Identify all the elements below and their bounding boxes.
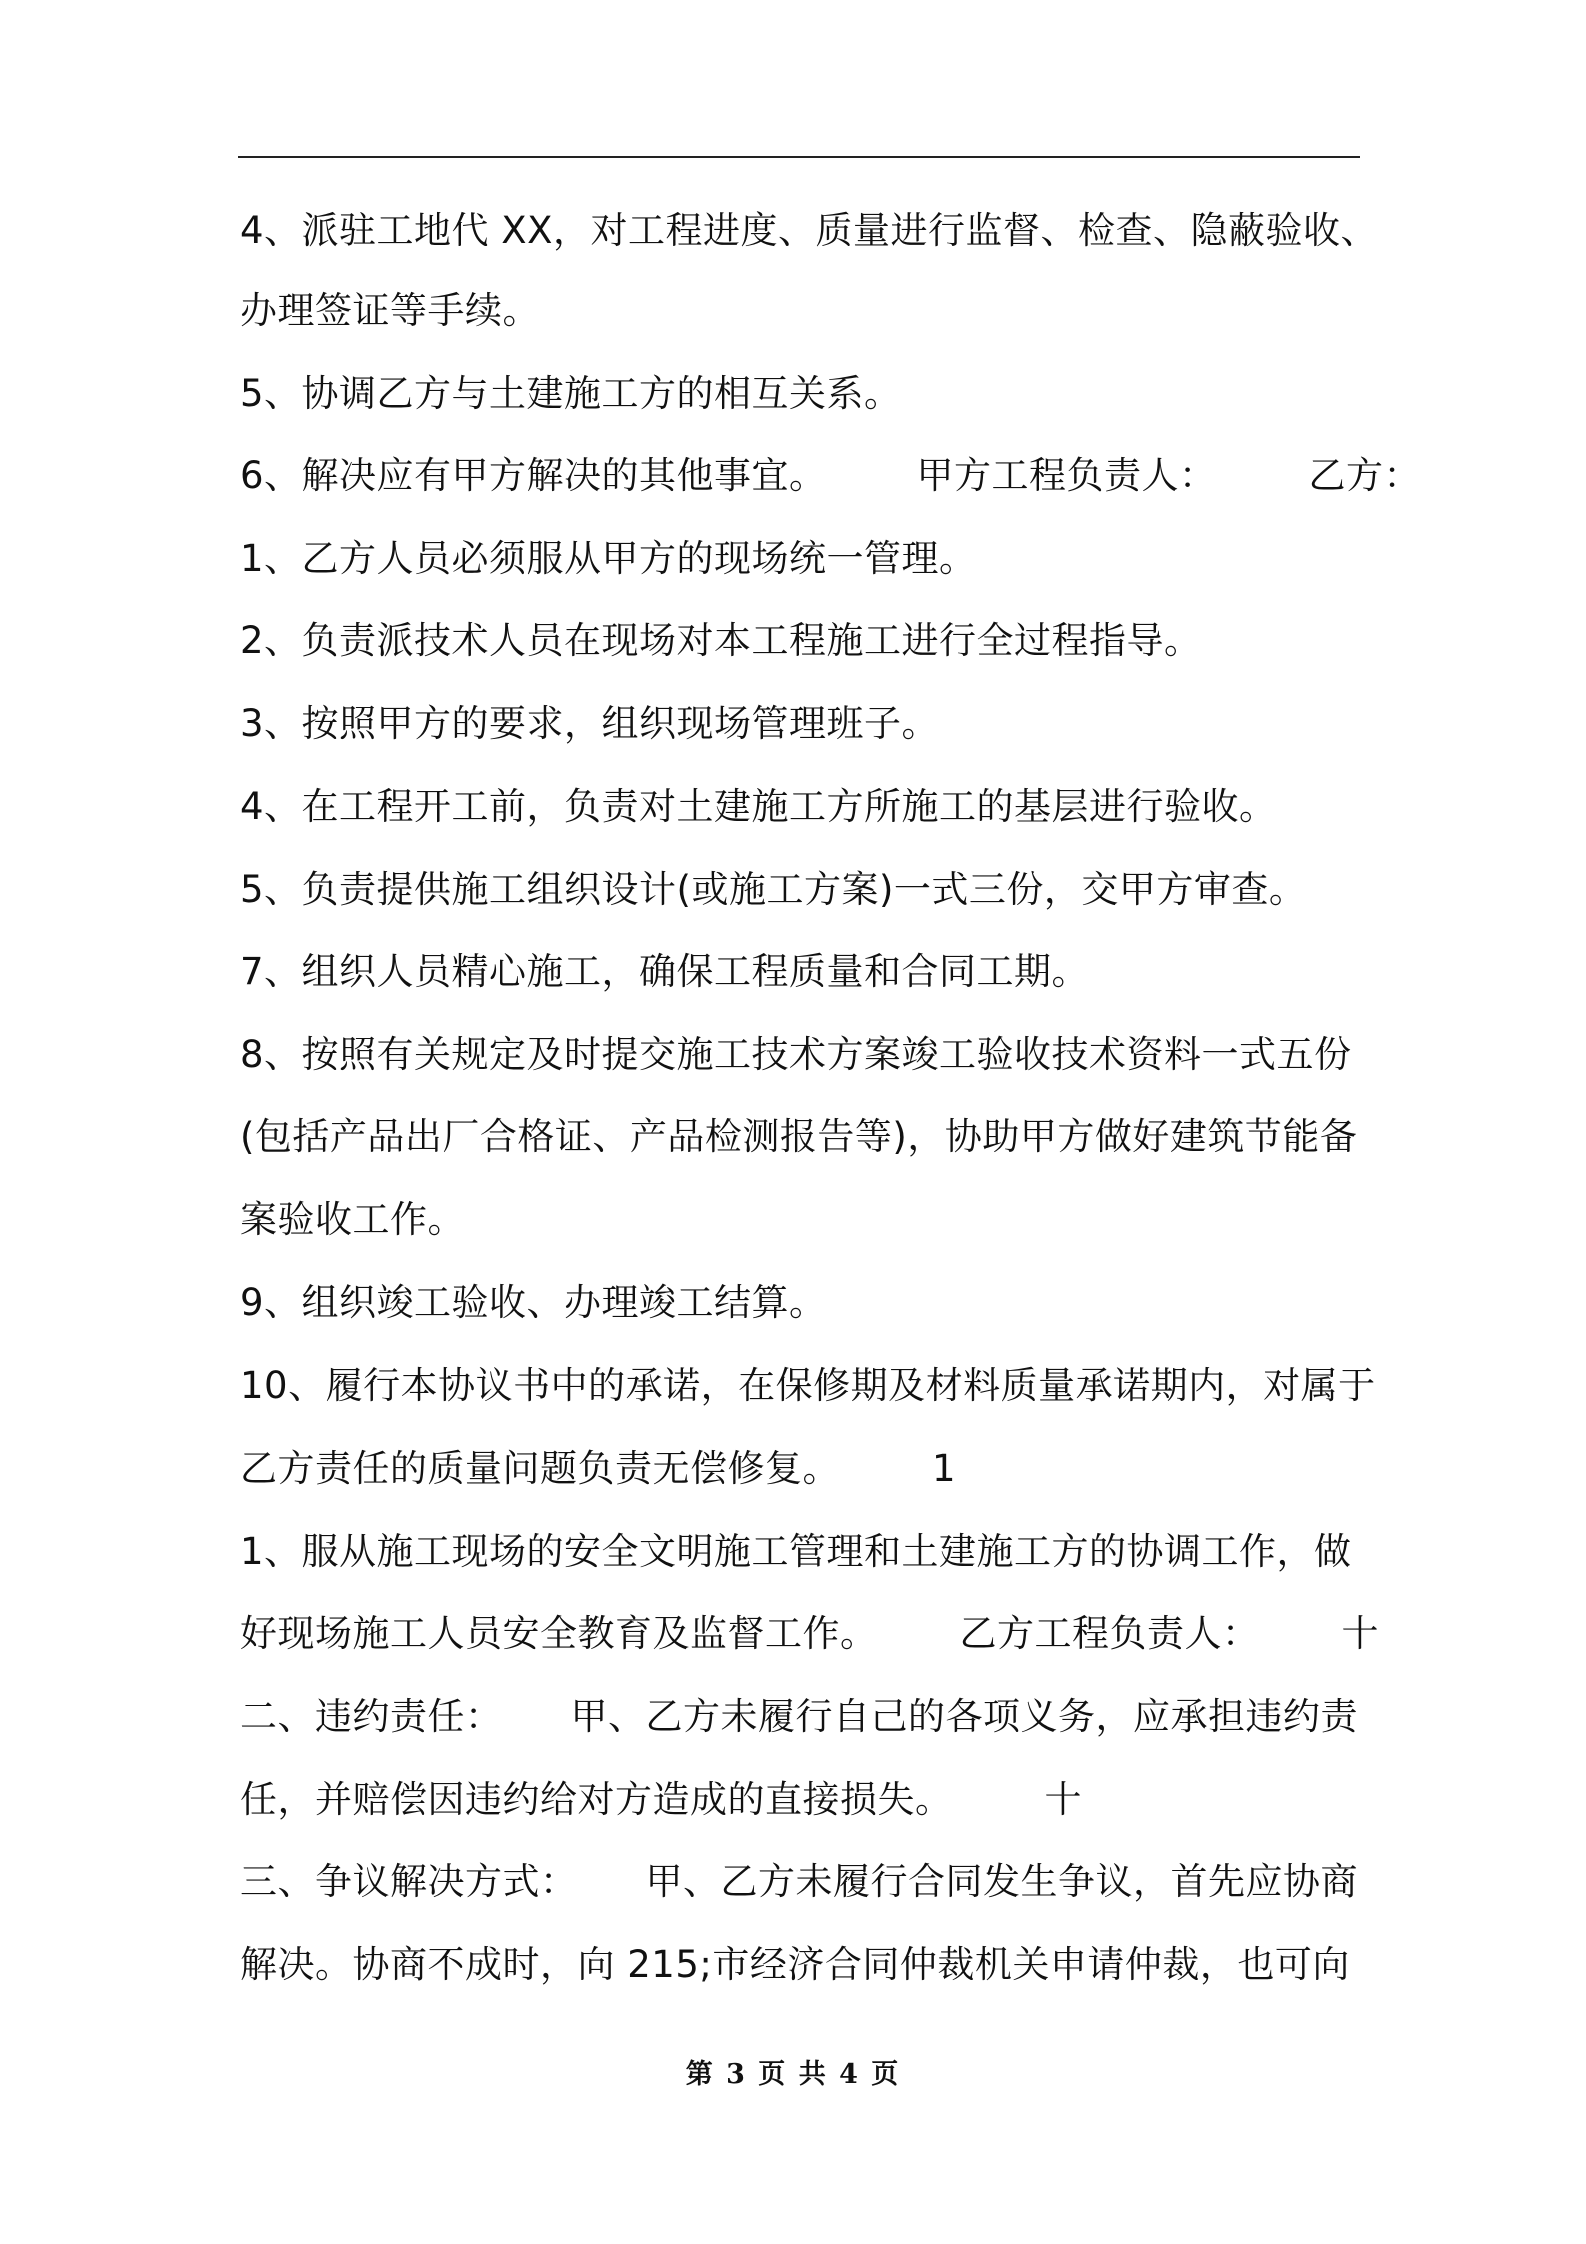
text-line: 5、负责提供施工组织设计(或施工方案)一式三份，交甲方审查。 (240, 868, 1307, 911)
text-line: 7、组织人员精心施工，确保工程质量和合同工期。 (240, 950, 1090, 993)
text-line (240, 1610, 1379, 1658)
text-line: 办理签证等手续。 (240, 289, 540, 332)
text-line: 10、履行本协议书中的承诺，在保修期及材料质量承诺期内，对属于 (240, 1364, 1376, 1407)
text-segment: 甲、乙方未履行自己的各项义务，应承担违约责 (570, 1695, 1358, 1738)
text-segment: 乙方责任的质量问题负责无偿修复。 (240, 1447, 840, 1490)
text-line (240, 1858, 1370, 1906)
text-line: 5、协调乙方与土建施工方的相互关系。 (240, 372, 902, 415)
header-rule (238, 156, 1360, 158)
text-line: 2、负责派技术人员在现场对本工程施工进行全过程指导。 (240, 619, 1202, 662)
text-line: 4、派驻工地代 XX，对工程进度、质量进行监督、检查、隐蔽验收、 (240, 209, 1378, 252)
section-heading: 二、违约责任： (240, 1695, 503, 1738)
text-line: 8、按照有关规定及时提交施工技术方案竣工验收技术资料一式五份 (240, 1033, 1352, 1076)
section-numeral: 十 (1044, 1778, 1082, 1821)
section-numeral: 十 (1341, 1612, 1379, 1655)
text-line: 9、组织竣工验收、办理竣工结算。 (240, 1281, 827, 1324)
text-line: 案验收工作。 (240, 1198, 465, 1241)
page-indicator: 第 3 页 共 4 页 (685, 2059, 901, 2090)
party-a-engineer-label: 甲方工程负责人： (916, 454, 1217, 497)
text-line (240, 452, 1422, 500)
text-line: 1、服从施工现场的安全文明施工管理和土建施工方的协调工作，做 (240, 1530, 1352, 1573)
text-segment: 甲、乙方未履行合同发生争议，首先应协商 (645, 1860, 1358, 1903)
text-line: (包括产品出厂合格证、产品检测报告等)，协助甲方做好建筑节能备 (240, 1115, 1358, 1158)
text-line: 3、按照甲方的要求，组织现场管理班子。 (240, 702, 940, 745)
text-line: 1、乙方人员必须服从甲方的现场统一管理。 (240, 537, 977, 580)
text-segment: 好现场施工人员安全教育及监督工作。 (240, 1612, 878, 1655)
text-line: 4、在工程开工前，负责对土建施工方所施工的基层进行验收。 (240, 785, 1277, 828)
text-line (240, 1445, 1370, 1493)
section-heading: 三、争议解决方式： (240, 1860, 578, 1903)
text-segment: 6、解决应有甲方解决的其他事宜。 (240, 454, 827, 497)
text-line: 解决。协商不成时，向 215;市经济合同仲裁机关申请仲裁，也可向 (240, 1943, 1350, 1986)
party-b-label: 乙方： (1308, 454, 1422, 497)
text-line (240, 1693, 1370, 1741)
inline-number: 1 (932, 1447, 957, 1490)
text-segment: 任，并赔偿因违约给对方造成的直接损失。 (240, 1778, 953, 1821)
party-b-engineer-label: 乙方工程负责人： (959, 1612, 1260, 1655)
text-line (240, 1776, 1370, 1824)
